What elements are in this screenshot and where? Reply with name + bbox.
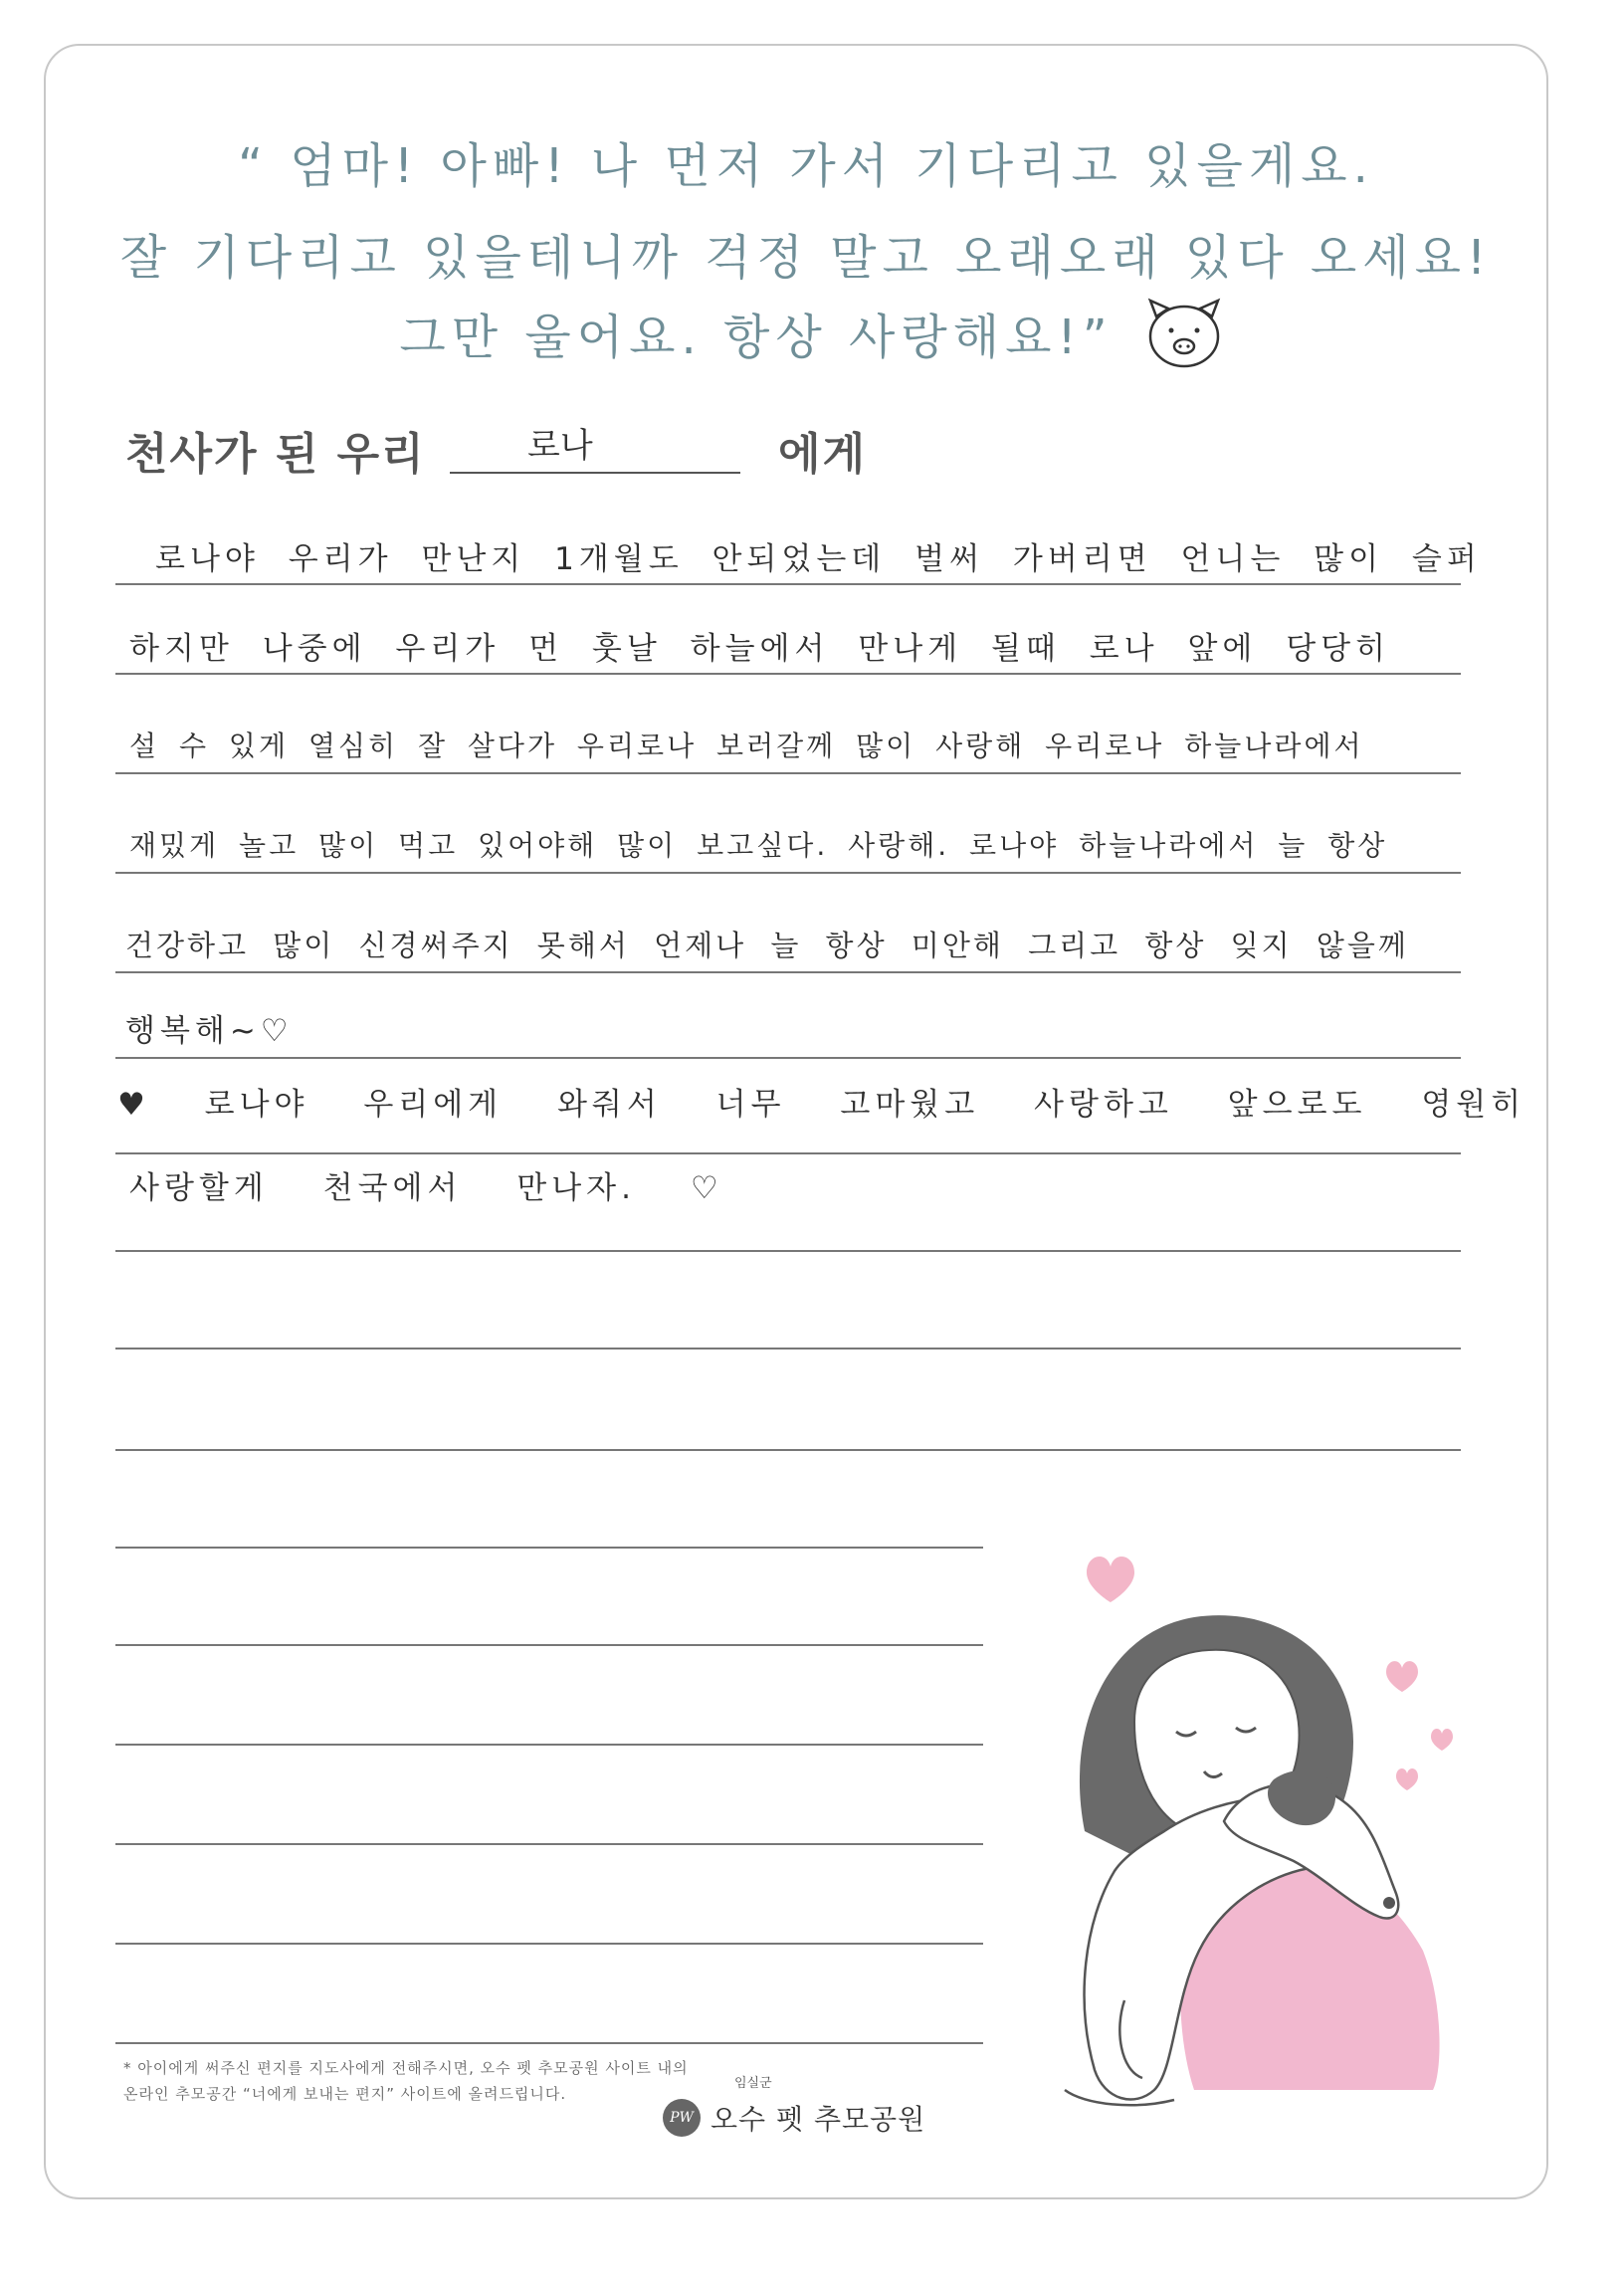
greeting-prefix: 천사가 된 우리 <box>125 429 426 480</box>
letter-line: 행복해~♡ <box>125 1013 294 1049</box>
letter-line: 하지만 나중에 우리가 먼 훗날 하늘에서 만나게 될때 로나 앞에 당당히 <box>129 631 1391 667</box>
ruled-line <box>115 1843 983 1845</box>
logo-name: 오수 펫 추모공원 <box>710 2103 926 2136</box>
heart-icon <box>1431 1729 1453 1751</box>
quote-line-2: 잘 기다리고 있을테니까 걱정 말고 오래오래 있다 오세요! <box>119 230 1493 286</box>
ruled-line <box>115 1348 1461 1350</box>
letter-line: ♥ 로나야 우리에게 와줘서 너무 고마웠고 사랑하고 앞으로도 영원히 <box>117 1087 1526 1123</box>
heart-icon <box>1396 1768 1418 1790</box>
ruled-line <box>115 1943 983 1945</box>
ruled-line <box>115 1449 1461 1451</box>
ruled-line <box>115 1152 1461 1154</box>
ruled-line <box>115 673 1461 675</box>
greeting-suffix: 에게 <box>778 429 868 480</box>
ruled-line <box>115 1547 983 1549</box>
ruled-line <box>115 872 1461 874</box>
brand-logo <box>663 2098 925 2138</box>
heart-icon <box>1386 1661 1418 1692</box>
ruled-line <box>115 1644 983 1646</box>
ruled-line <box>115 2042 983 2044</box>
woman-hugging-dog-illustration <box>1025 1533 1483 2120</box>
ruled-line <box>115 1057 1461 1059</box>
letter-line: 건강하고 많이 신경써주지 못해서 언제나 늘 항상 미안해 그리고 항상 잊지 않을께 <box>125 929 1409 962</box>
letter-line: 설 수 있게 열심히 잘 살다가 우리로나 보러갈께 많이 사랑해 우리로나 하늘나라에서 <box>129 729 1364 762</box>
footnote-line-1: * 아이에게 써주신 편지를 지도사에게 전해주시면, 오수 펫 추모공원 사이트 내의 <box>123 2059 689 2077</box>
ruled-line <box>115 1744 983 1746</box>
logo-mark-icon: PW <box>663 2099 701 2137</box>
ruled-line <box>115 971 1461 973</box>
quote-line-3: 그만 울어요. 항상 사랑해요!” <box>399 310 1114 365</box>
quote-line-1: “ 엄마! 아빠! 나 먼저 가서 기다리고 있을게요. <box>238 138 1374 194</box>
letter-line: 재밌게 놀고 많이 먹고 있어야해 많이 보고싶다. 사랑해. 로나야 하늘나라에서 늘 항상 <box>129 829 1388 862</box>
logo-subtitle: 임실군 <box>734 2076 772 2091</box>
pig-face-icon <box>1144 295 1224 372</box>
recipient-name: 로나 <box>527 426 593 466</box>
letter-line: 사랑할게 천국에서 만나자. ♡ <box>129 1170 723 1206</box>
footnote-line-2: 온라인 추모공간 “너에게 보내는 편지” 사이트에 올려드립니다. <box>123 2085 567 2103</box>
name-underline <box>450 472 740 474</box>
ruled-line <box>115 1250 1461 1252</box>
letter-line: 로나야 우리가 만난지 1개월도 안되었는데 벌써 가버리면 언니는 많이 슬퍼 <box>155 541 1482 577</box>
ruled-line <box>115 583 1461 585</box>
ruled-line <box>115 772 1461 774</box>
heart-icon <box>1087 1557 1134 1602</box>
